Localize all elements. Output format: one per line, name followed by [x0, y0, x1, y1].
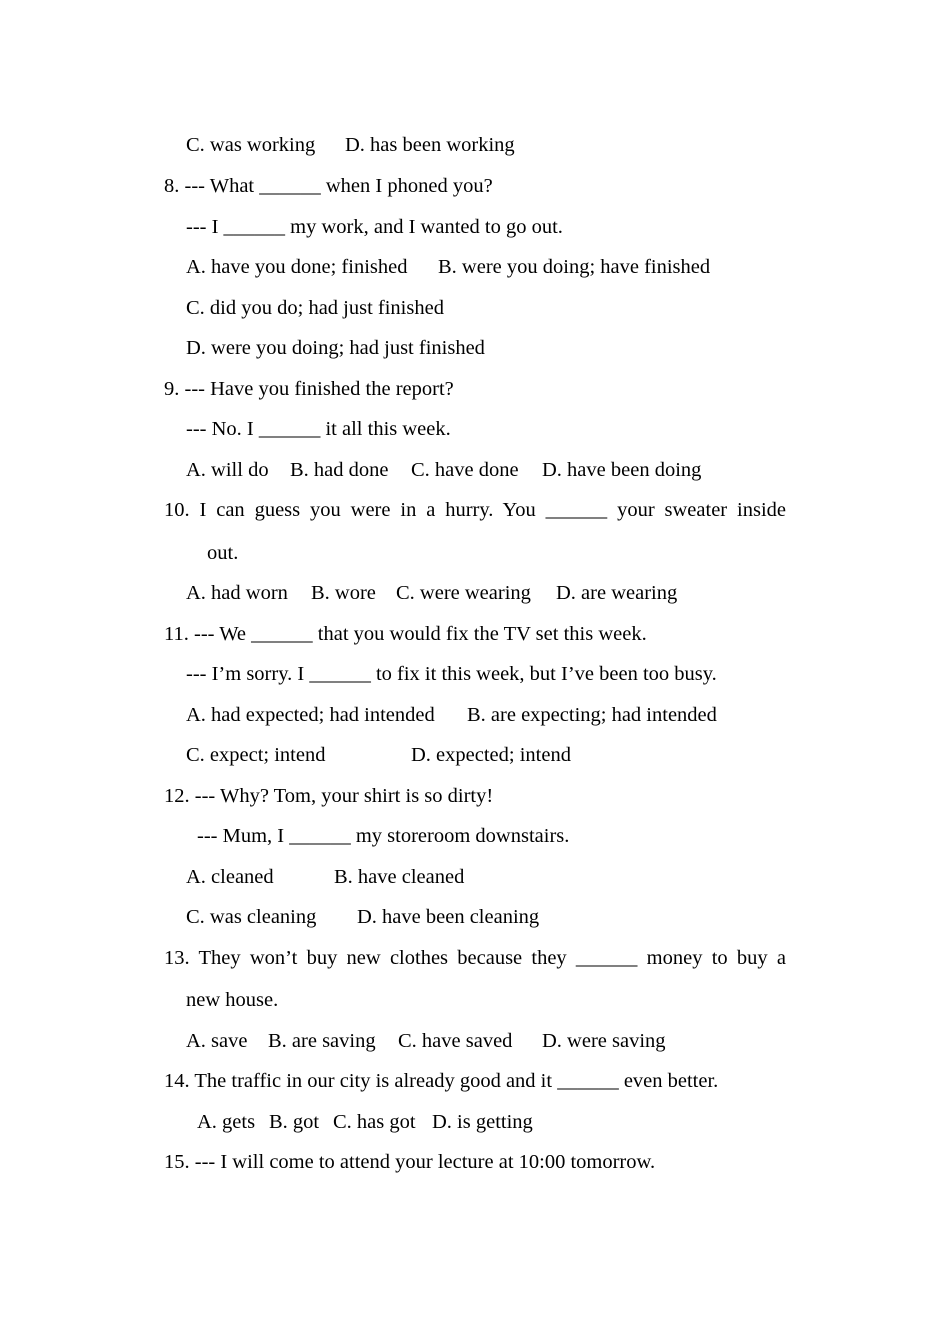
q13-prompt-continued: new house.	[186, 989, 279, 1011]
q9-option-c: C. have done	[411, 459, 519, 481]
q13-option-d: D. were saving	[542, 1030, 666, 1052]
q11-response: --- I’m sorry. I ______ to fix it this week, but I’ve been too busy.	[186, 663, 717, 685]
q12-option-c: C. was cleaning	[186, 906, 317, 928]
q13-option-b: B. are saving	[268, 1030, 376, 1052]
q14-option-c: C. has got	[333, 1111, 416, 1133]
q12-response: --- Mum, I ______ my storeroom downstairs.	[197, 825, 570, 847]
q7-options-row-cd	[0, 132, 515, 158]
q14-option-b: B. got	[269, 1111, 320, 1133]
q11-option-c: C. expect; intend	[186, 744, 326, 766]
q10-prompt-continued: out.	[207, 542, 239, 564]
q8-option-a: A. have you done; finished	[186, 256, 408, 278]
q8-option-b: B. were you doing; have finished	[438, 256, 711, 278]
q13-option-a: A. save	[186, 1030, 248, 1052]
q8-option-d: D. were you doing; had just finished	[186, 337, 485, 359]
q12-option-a: A. cleaned	[186, 866, 274, 888]
q11-option-a: A. had expected; had intended	[186, 704, 435, 726]
q8-options-row-ab	[0, 254, 711, 280]
q10-prompt: 10. I can guess you were in a hurry. You ______ your sweater inside	[164, 499, 786, 521]
q14-option-d: D. is getting	[432, 1111, 533, 1133]
q8-response: --- I ______ my work, and I wanted to go out.	[186, 216, 563, 238]
q12-option-d: D. have been cleaning	[357, 906, 540, 928]
q9-option-b: B. had done	[290, 459, 389, 481]
q9-options-row	[0, 457, 702, 483]
q15-prompt: 15. --- I will come to attend your lecture at 10:00 tomorrow.	[164, 1151, 656, 1173]
q9-option-d: D. have been doing	[542, 459, 702, 481]
q10-option-a: A. had worn	[186, 582, 288, 604]
q13-options-row	[0, 1028, 666, 1054]
q14-options-row	[0, 1109, 533, 1135]
q14-prompt: 14. The traffic in our city is already good and it ______ even better.	[164, 1070, 719, 1092]
q11-options-row-cd	[0, 742, 571, 768]
q11-option-b: B. are expecting; had intended	[467, 704, 717, 726]
q12-prompt: 12. --- Why? Tom, your shirt is so dirty!	[164, 785, 494, 807]
q13-prompt: 13. They won’t buy new clothes because they ______ money to buy a	[164, 947, 786, 969]
q10-options-row	[0, 580, 678, 606]
q12-options-row-ab	[0, 864, 465, 890]
q7-option-c: C. was working	[186, 134, 316, 156]
q11-option-d: D. expected; intend	[411, 744, 571, 766]
q12-option-b: B. have cleaned	[334, 866, 465, 888]
q10-option-c: C. were wearing	[396, 582, 531, 604]
q9-prompt: 9. --- Have you finished the report?	[164, 378, 454, 400]
q8-option-c: C. did you do; had just finished	[186, 297, 444, 319]
q8-prompt: 8. --- What ______ when I phoned you?	[164, 175, 493, 197]
q10-option-b: B. wore	[311, 582, 376, 604]
q11-options-row-ab	[0, 702, 717, 728]
q9-option-a: A. will do	[186, 459, 269, 481]
q11-prompt: 11. --- We ______ that you would fix the TV set this week.	[164, 623, 647, 645]
q10-option-d: D. are wearing	[556, 582, 678, 604]
q12-options-row-cd	[0, 904, 540, 930]
q7-option-d: D. has been working	[345, 134, 515, 156]
q9-response: --- No. I ______ it all this week.	[186, 418, 451, 440]
q14-option-a: A. gets	[197, 1111, 256, 1133]
q13-option-c: C. have saved	[398, 1030, 513, 1052]
